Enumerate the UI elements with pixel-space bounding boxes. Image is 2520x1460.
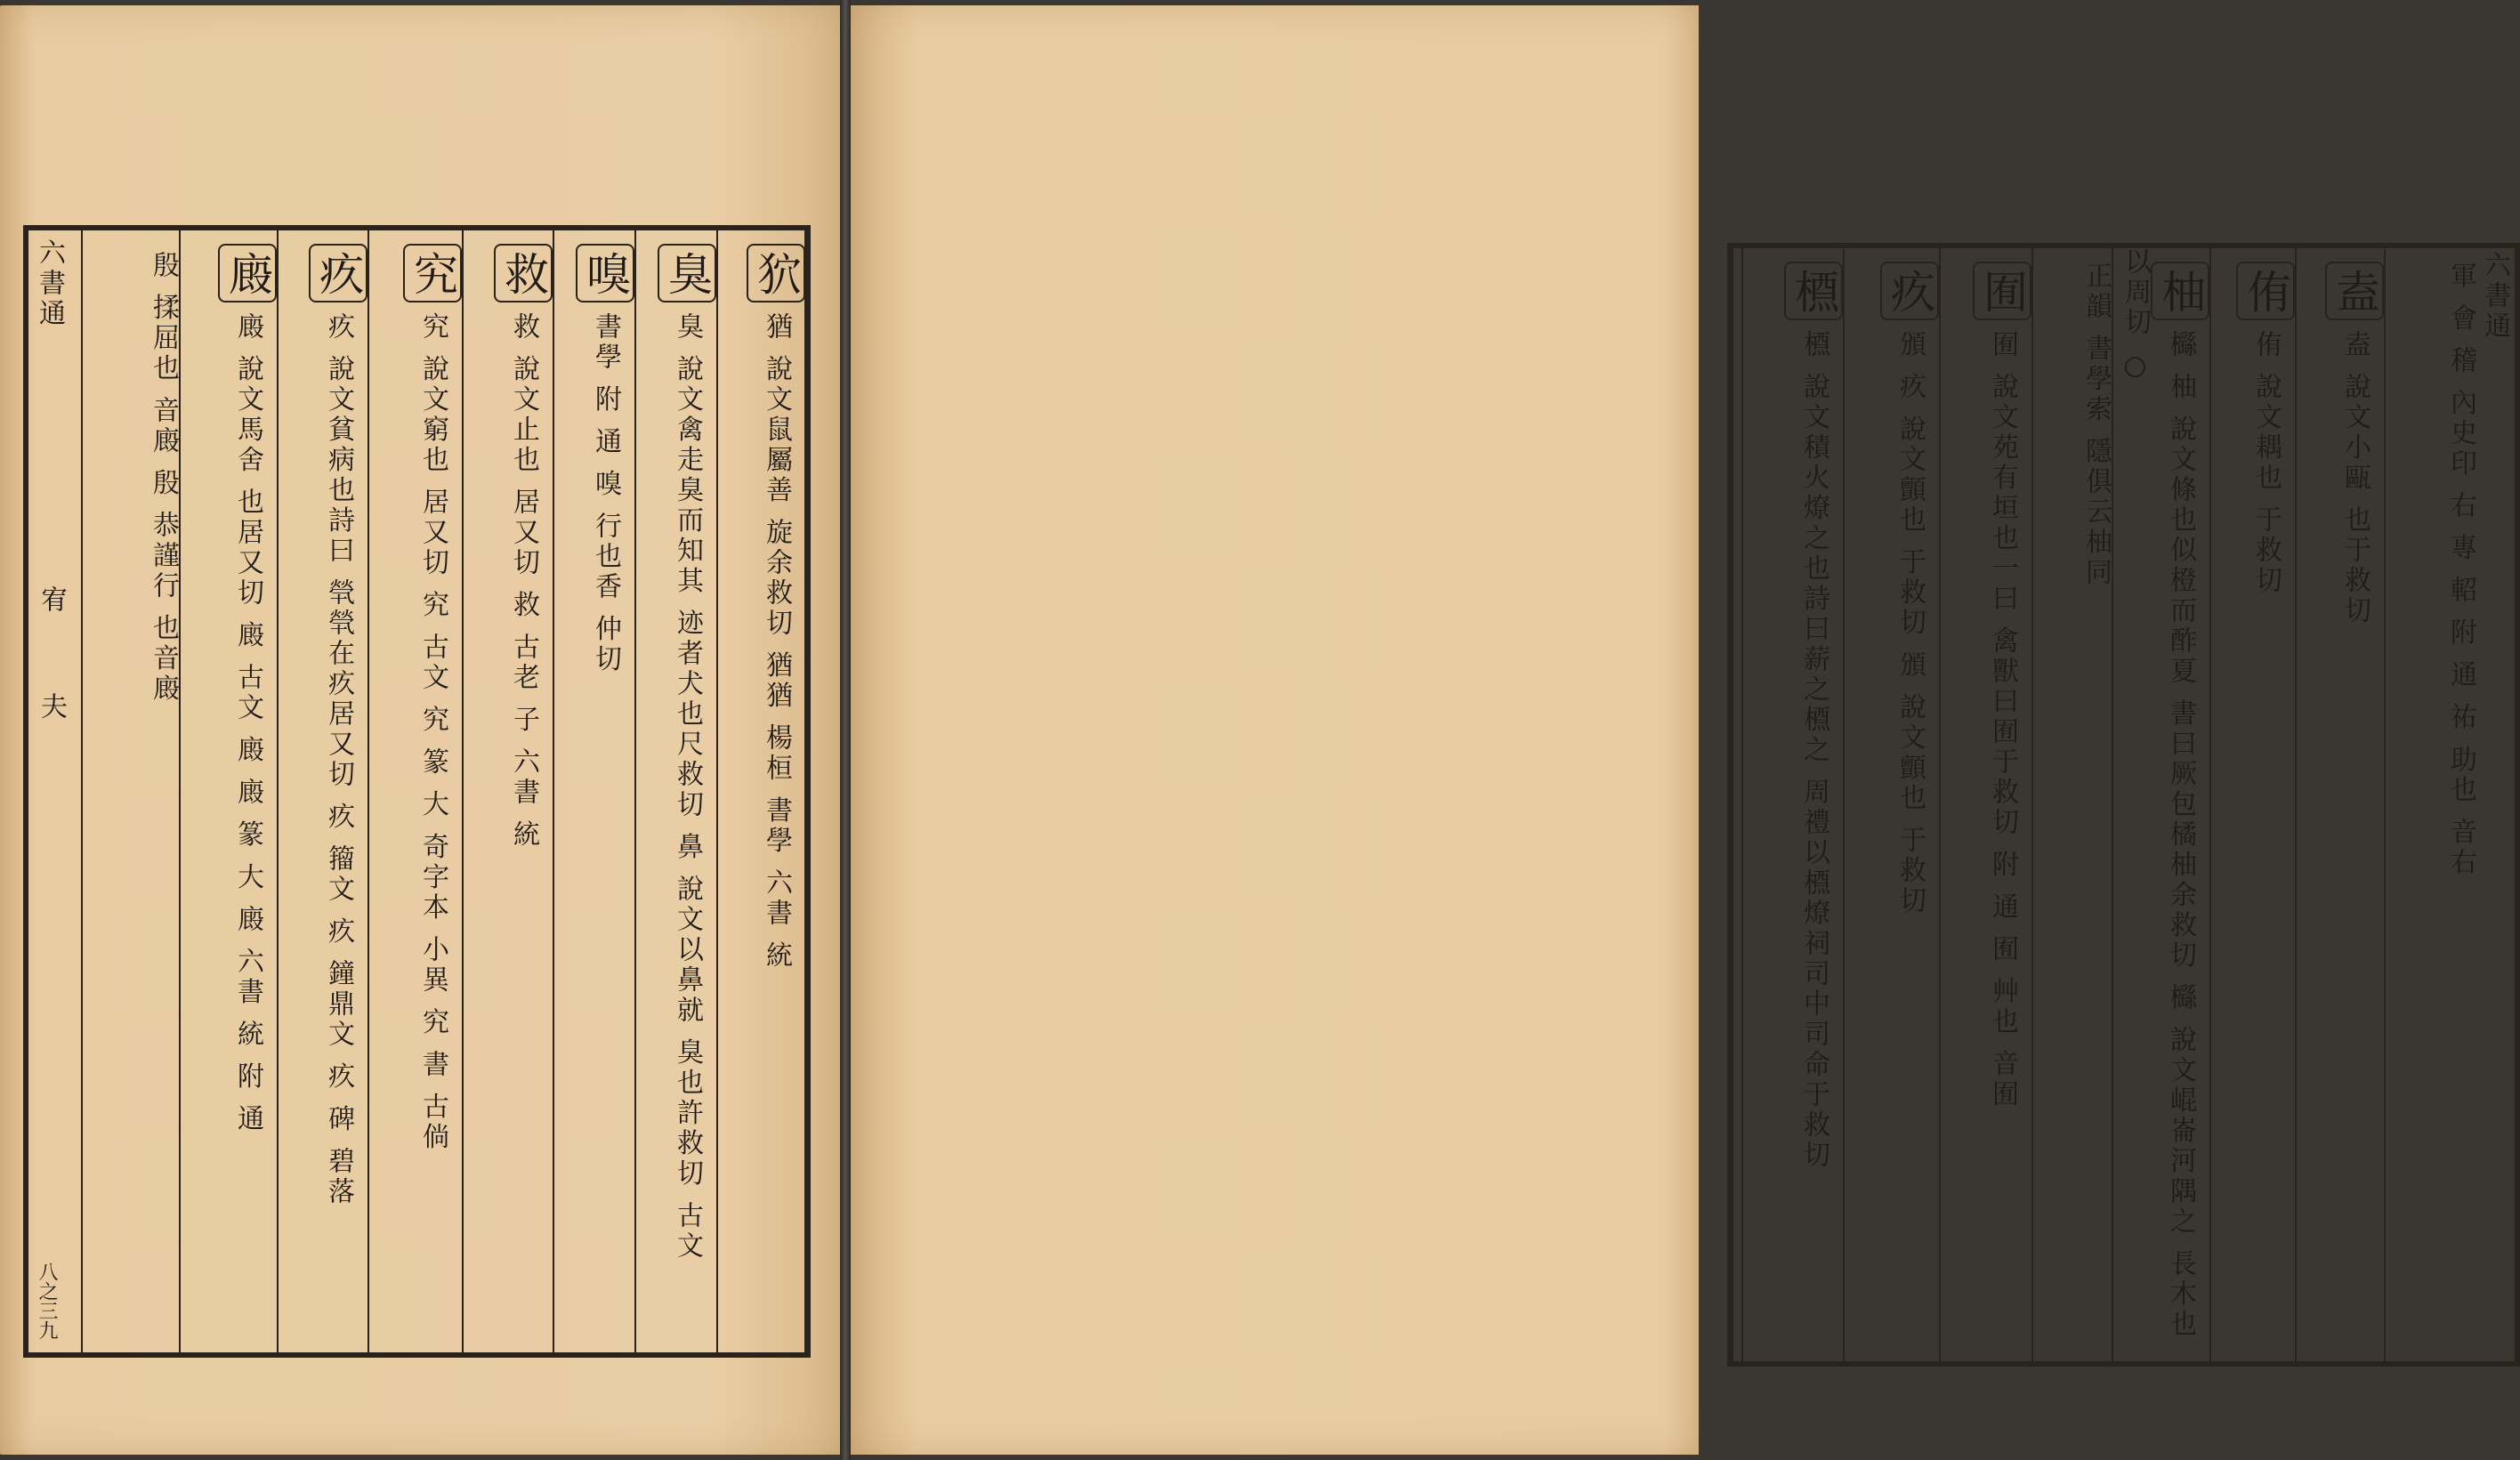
margin-title: 六書通 xyxy=(34,238,65,329)
margin-title: 六書通 xyxy=(2479,251,2510,342)
right-column-2 xyxy=(2295,247,2384,1362)
column-text: 頒 疚 說文顫也 于救切 頒 說文顫也 于救切 xyxy=(1894,330,1926,917)
column-text: 殷 揉屈也 音廄 殷 恭謹行 也音廄 xyxy=(148,251,179,705)
margin-rhyme: 宥 xyxy=(36,585,67,616)
left-column-4 xyxy=(462,230,553,1353)
head-character: 柚 xyxy=(2151,262,2209,320)
head-character: 救 xyxy=(494,244,553,302)
column-text: 囿 說文苑有垣也一曰 禽獸曰囿于救切 附 通 囿 艸也 音囿 xyxy=(1987,330,2018,1110)
right-page xyxy=(851,5,2510,1455)
head-character: 囿 xyxy=(1973,262,2031,320)
column-text: 救 說文止也 居又切 救 古老 子 六書 統 xyxy=(508,312,539,851)
right-column-7 xyxy=(1843,247,1939,1362)
column-text: 侑 說文耦也 于救切 xyxy=(2250,330,2282,597)
left-column-7 xyxy=(179,230,277,1353)
left-column-2 xyxy=(634,230,716,1353)
column-text: 臭 說文禽走臭而知其 迹者犬也尺救切 鼻 說文以鼻就 臭也許救切 古文 xyxy=(672,312,703,1262)
right-column-8 xyxy=(1741,247,1843,1362)
head-character: 疚 xyxy=(1880,262,1939,320)
right-column-1 xyxy=(2384,247,2476,1362)
right-text-frame xyxy=(1727,243,2520,1367)
left-text-frame xyxy=(23,225,811,1358)
head-character: 疚 xyxy=(309,244,368,302)
column-text: 疚 說文貧病也詩曰 煢煢在疚居又切 疚 籀文 疚 鐘鼎文 疚 碑 碧落 xyxy=(323,312,354,1207)
right-column-6 xyxy=(1939,247,2031,1362)
book-gutter xyxy=(840,0,851,1460)
head-character: 究 xyxy=(403,244,462,302)
column-text: 書學 附 通 嗅 行也香 仲切 xyxy=(590,312,621,675)
left-column-5 xyxy=(368,230,462,1353)
column-text: 究 說文窮也 居又切 究 古文 究 篆 大 奇字本 小異 究 書 古倘 xyxy=(417,312,448,1153)
left-column-3 xyxy=(553,230,634,1353)
left-column-6 xyxy=(277,230,368,1353)
column-text: 櫾 柚 說文條也似橙而酢夏 書曰厥包橘柚余救切 櫾 說文崐崙河隅之 長木也以周切 ○ xyxy=(2120,247,2196,1341)
column-text: 廄 說文馬舍 也居又切 廄 古文 廄 廄 篆 大 廄 六書 統 附 通 xyxy=(232,312,263,1135)
column-text: 正韻 書學索 隱俱云柚同 xyxy=(2080,262,2112,589)
head-character: 侑 xyxy=(2236,262,2295,320)
head-character: 槱 xyxy=(1784,262,1843,320)
margin-count: 夫 xyxy=(36,692,67,722)
column-text: 槱 說文積火燎之也詩曰薪之槱之 周禮以槱燎祠司中司命于救切 xyxy=(1798,330,1829,1172)
left-column-8 xyxy=(81,230,179,1353)
head-character: 盍 xyxy=(2325,262,2384,320)
right-column-4 xyxy=(2112,247,2209,1362)
column-text: 猶 說文鼠屬善 旋余救切 猶猶 楊桓 書學 六書 統 xyxy=(761,312,792,972)
left-column-1 xyxy=(716,230,805,1353)
head-character: 臭 xyxy=(658,244,716,302)
right-column-3 xyxy=(2209,247,2295,1362)
column-text: 軍 會 稽 內史印 右 專 軺 附 通 祐 助也 音右 xyxy=(2445,262,2476,878)
left-page xyxy=(0,5,840,1455)
folio-number: 八之三九 xyxy=(36,1262,58,1340)
right-column-5 xyxy=(2031,247,2112,1362)
head-character: 狖 xyxy=(747,244,805,302)
column-text: 盍 說文小甌 也于救切 xyxy=(2339,330,2371,627)
head-character: 廄 xyxy=(218,244,277,302)
head-character: 嗅 xyxy=(576,244,634,302)
